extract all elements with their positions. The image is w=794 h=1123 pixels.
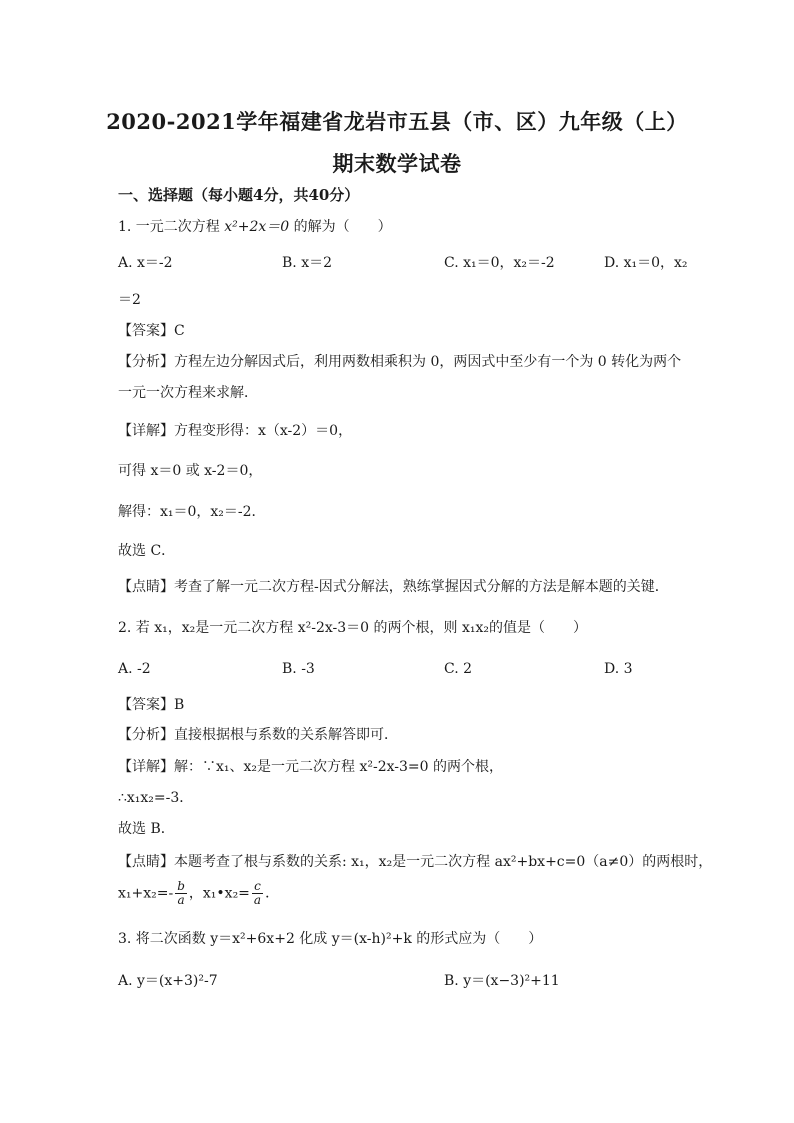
section-heading: 一、选择题（每小题4分，共40分）	[118, 186, 360, 204]
q1-analysis-line1: 【分析】方程左边分解因式后，利用两数相乘积为 0，两因式中至少有一个为 0 转化为两个	[118, 354, 682, 370]
q3-option-a: A. y＝(x+3)²-7	[118, 973, 218, 989]
q1-answer: 【答案】C	[118, 323, 185, 339]
fraction-b-over-a	[175, 880, 187, 907]
q2-answer: 【答案】B	[118, 697, 185, 713]
fraction-c-over-a	[252, 880, 263, 907]
q2-analysis: 【分析】直接根据根与系数的关系解答即可．	[118, 727, 398, 743]
q2-detail-line3: 故选 B．	[118, 821, 175, 837]
question-3-stem: 3. 将二次函数 y＝x²+6x+2 化成 y＝(x-h)²+k 的形式应为（ ）	[118, 931, 543, 947]
fraction-denominator: a	[177, 893, 185, 907]
q2-option-c: C. 2	[444, 661, 473, 677]
q1-comment: 【点睛】考查了解一元二次方程-因式分解法，熟练掌握因式分解的方法是解本题的关键．	[118, 579, 669, 595]
q3-option-b: B. y＝(x−3)²+11	[444, 973, 560, 989]
question-1-stem	[118, 218, 392, 236]
q1-option-d: D. x₁＝0，x₂	[604, 255, 688, 271]
q2-comment-line1: 【点睛】本题考查了根与系数的关系: x₁，x₂是一元二次方程 ax²+bx+c=0（a≠0）的两根时，	[118, 854, 713, 870]
q2-option-b: B. -3	[282, 661, 315, 677]
q1-option-d-continued: ＝2	[118, 292, 141, 308]
q1-stem-prefix: 1. 一元二次方程	[118, 219, 225, 235]
q2-option-d: D. 3	[604, 661, 633, 677]
q1-option-a: A. x＝-2	[118, 255, 173, 271]
fraction-numerator: b	[177, 879, 185, 893]
q2-period: ．	[265, 885, 280, 902]
q2-detail-line1: 【详解】解：∵x₁、x₂是一元二次方程 x²-2x-3=0 的两个根，	[118, 759, 503, 775]
exam-title-line2: 期末数学试卷	[332, 151, 462, 176]
q1-stem-equation: x²+2x＝0	[224, 219, 290, 235]
fraction-numerator: c	[252, 880, 263, 894]
q1-detail-line1: 【详解】方程变形得：x（x-2）＝0，	[118, 423, 353, 439]
q1-option-c: C. x₁＝0，x₂＝-2	[444, 255, 555, 271]
q2-detail-line2: ∴x₁x₂=-3．	[118, 790, 194, 806]
q1-analysis-line2: 一元一次方程来求解．	[118, 385, 258, 401]
q1-detail-line3: 解得：x₁＝0，x₂＝-2．	[118, 504, 266, 520]
q2-option-a: A. -2	[118, 661, 151, 677]
exam-title-line1: 2020-2021学年福建省龙岩市五县（市、区）九年级（上）	[106, 109, 688, 134]
question-2-stem: 2. 若 x₁，x₂是一元二次方程 x²-2x-3＝0 的两个根，则 x₁x₂的值是（ ）	[118, 620, 587, 636]
q1-stem-suffix: 的解为（ ）	[289, 219, 392, 235]
q1-detail-line4: 故选 C．	[118, 543, 176, 559]
q2-product-formula: ，x₁•x₂=	[188, 885, 250, 902]
q2-sum-formula: x₁+x₂=-	[118, 885, 174, 902]
fraction-denominator: a	[253, 893, 262, 907]
q1-option-b: B. x＝2	[282, 255, 332, 271]
q2-comment-line2	[118, 880, 279, 907]
q1-detail-line2: 可得 x＝0 或 x-2＝0，	[118, 463, 263, 479]
